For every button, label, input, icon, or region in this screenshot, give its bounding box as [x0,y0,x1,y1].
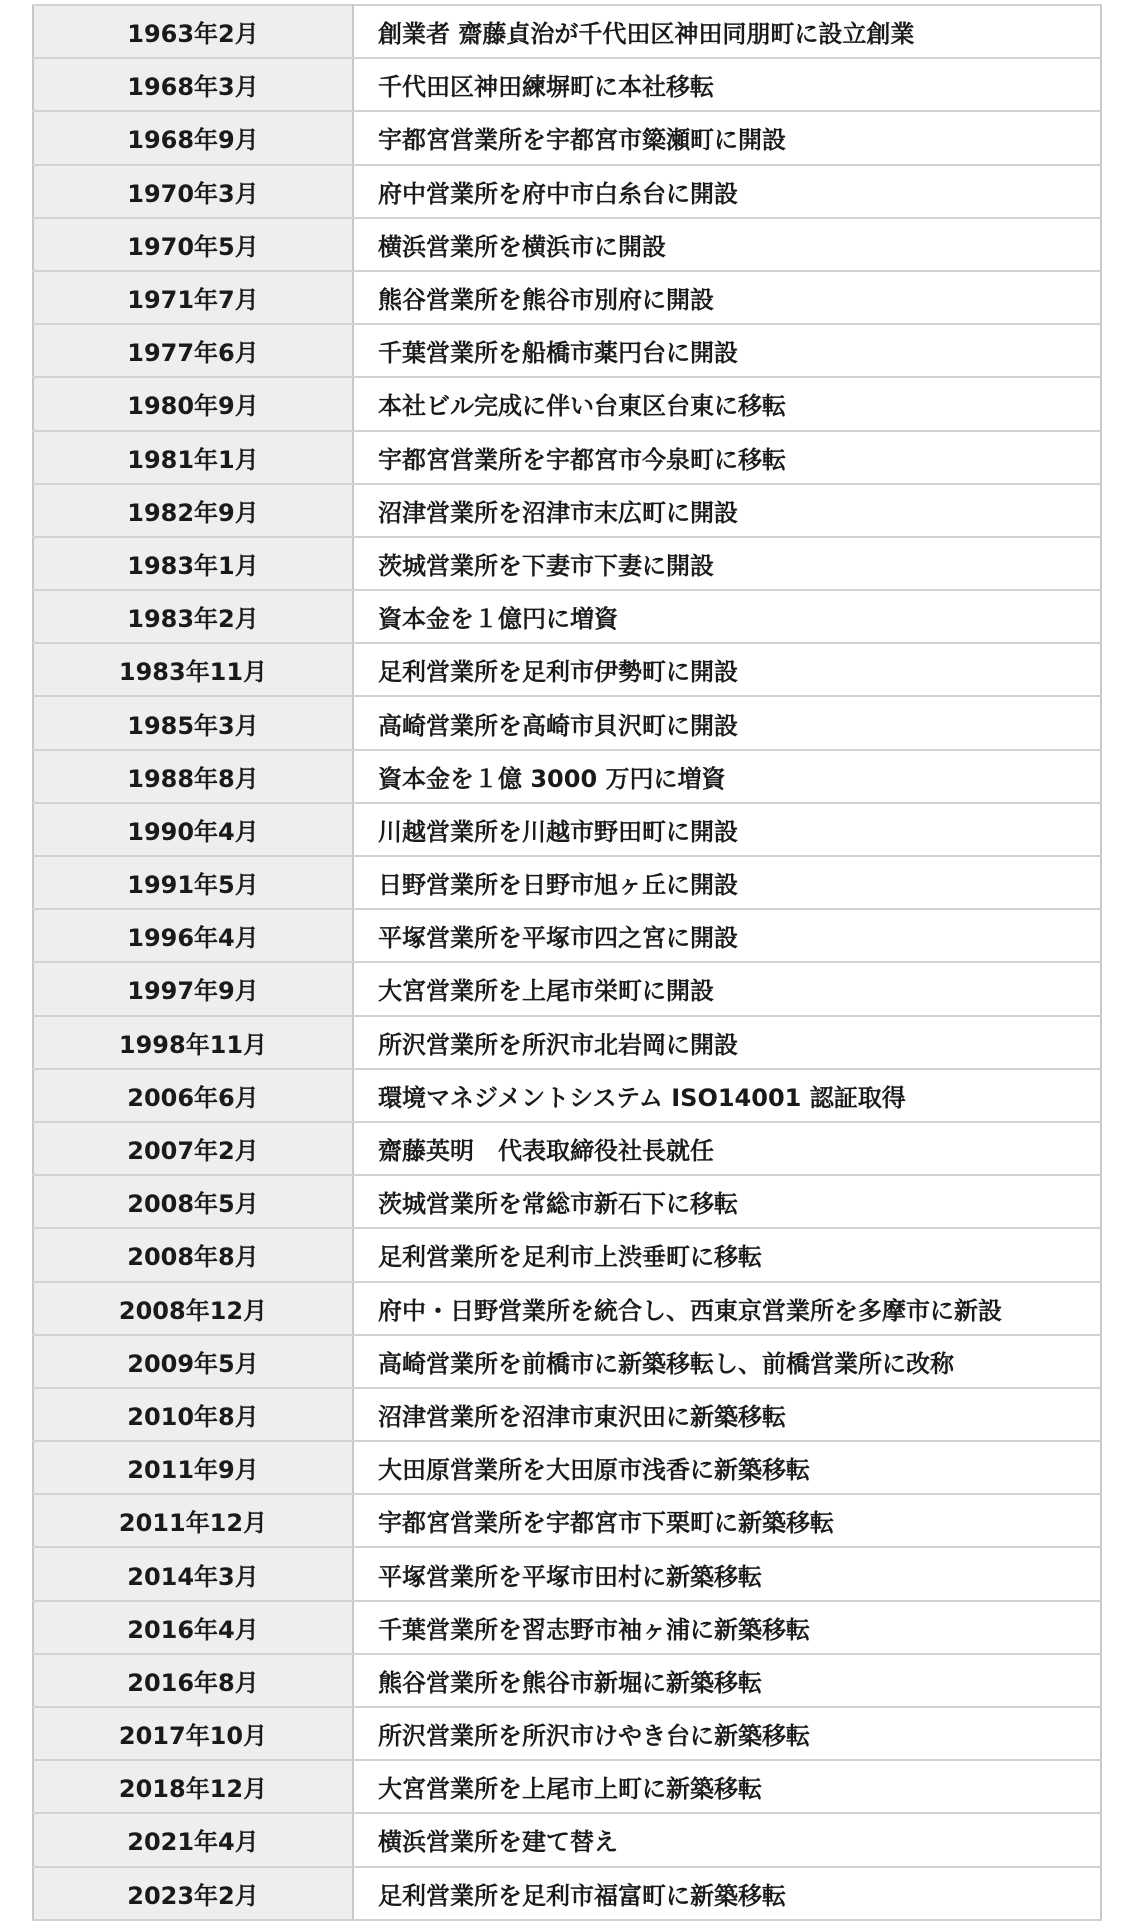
history-event: 大宮営業所を上尾市栄町に開設 [353,962,1101,1015]
history-event: 横浜営業所を建て替え [353,1813,1101,1866]
history-event: 齋藤英明 代表取締役社長就任 [353,1122,1101,1175]
history-event: 足利営業所を足利市伊勢町に開設 [353,643,1101,696]
history-event: 大田原営業所を大田原市浅香に新築移転 [353,1441,1101,1494]
history-row [33,1122,1101,1175]
history-row [33,1388,1101,1441]
history-row [33,58,1101,111]
history-row [33,1335,1101,1388]
history-event: 千葉営業所を習志野市袖ヶ浦に新築移転 [353,1601,1101,1654]
history-date: 1971年7月 [33,271,353,324]
history-event: 横浜営業所を横浜市に開設 [353,218,1101,271]
history-event: 沼津営業所を沼津市末広町に開設 [353,484,1101,537]
history-row [33,962,1101,1015]
history-date: 2014年3月 [33,1547,353,1600]
history-row [33,537,1101,590]
history-date: 1968年3月 [33,58,353,111]
history-row [33,590,1101,643]
history-row [33,1175,1101,1228]
history-date: 2016年8月 [33,1654,353,1707]
history-row [33,1494,1101,1547]
history-date: 2007年2月 [33,1122,353,1175]
history-event: 本社ビル完成に伴い台東区台東に移転 [353,377,1101,430]
history-row [33,1228,1101,1281]
history-row [33,1441,1101,1494]
history-event: 資本金を１億 3000 万円に増資 [353,750,1101,803]
history-event: 川越営業所を川越市野田町に開設 [353,803,1101,856]
history-date: 2011年9月 [33,1441,353,1494]
history-row [33,803,1101,856]
history-date: 1983年1月 [33,537,353,590]
history-date: 1970年5月 [33,218,353,271]
history-row [33,218,1101,271]
history-event: 所沢営業所を所沢市けやき台に新築移転 [353,1707,1101,1760]
history-row [33,484,1101,537]
history-date: 1988年8月 [33,750,353,803]
history-event: 高崎営業所を前橋市に新築移転し、前橋営業所に改称 [353,1335,1101,1388]
history-event: 平塚営業所を平塚市田村に新築移転 [353,1547,1101,1600]
history-row [33,271,1101,324]
history-date: 2006年6月 [33,1069,353,1122]
history-date: 2008年8月 [33,1228,353,1281]
history-event: 高崎営業所を高崎市貝沢町に開設 [353,696,1101,749]
history-date: 1981年1月 [33,431,353,484]
history-row [33,111,1101,164]
company-history-body [33,5,1101,1920]
history-date: 2008年12月 [33,1282,353,1335]
history-row [33,324,1101,377]
history-event: 所沢営業所を所沢市北岩岡に開設 [353,1016,1101,1069]
history-row [33,643,1101,696]
history-event: 宇都宮営業所を宇都宮市簗瀬町に開設 [353,111,1101,164]
history-row [33,1282,1101,1335]
history-row [33,1016,1101,1069]
history-event: 創業者 齋藤貞治が千代田区神田同朋町に設立創業 [353,5,1101,58]
history-date: 1983年11月 [33,643,353,696]
history-date: 1980年9月 [33,377,353,430]
history-date: 2016年4月 [33,1601,353,1654]
history-row [33,1813,1101,1866]
history-date: 2023年2月 [33,1867,353,1920]
history-date: 1982年9月 [33,484,353,537]
history-row [33,1867,1101,1920]
history-event: 平塚営業所を平塚市四之宮に開設 [353,909,1101,962]
history-date: 1963年2月 [33,5,353,58]
history-date: 2011年12月 [33,1494,353,1547]
history-event: 熊谷営業所を熊谷市別府に開設 [353,271,1101,324]
history-event: 茨城営業所を下妻市下妻に開設 [353,537,1101,590]
history-row [33,377,1101,430]
history-date: 1990年4月 [33,803,353,856]
history-date: 1968年9月 [33,111,353,164]
history-event: 環境マネジメントシステム ISO14001 認証取得 [353,1069,1101,1122]
history-date: 2008年5月 [33,1175,353,1228]
history-date: 1983年2月 [33,590,353,643]
history-row [33,1707,1101,1760]
history-event: 千葉営業所を船橋市薬円台に開設 [353,324,1101,377]
history-row [33,750,1101,803]
history-event: 宇都宮営業所を宇都宮市今泉町に移転 [353,431,1101,484]
history-row [33,856,1101,909]
history-row [33,165,1101,218]
history-event: 日野営業所を日野市旭ヶ丘に開設 [353,856,1101,909]
history-event: 熊谷営業所を熊谷市新堀に新築移転 [353,1654,1101,1707]
history-date: 2017年10月 [33,1707,353,1760]
history-date: 2018年12月 [33,1760,353,1813]
history-event: 足利営業所を足利市福富町に新築移転 [353,1867,1101,1920]
history-row [33,909,1101,962]
history-event: 足利営業所を足利市上渋垂町に移転 [353,1228,1101,1281]
history-date: 1977年6月 [33,324,353,377]
history-row [33,1547,1101,1600]
history-row [33,1760,1101,1813]
company-history-table [32,4,1102,1921]
history-date: 2021年4月 [33,1813,353,1866]
history-row [33,5,1101,58]
history-row [33,1601,1101,1654]
history-row [33,431,1101,484]
history-date: 2009年5月 [33,1335,353,1388]
history-event: 府中・日野営業所を統合し、西東京営業所を多摩市に新設 [353,1282,1101,1335]
history-date: 1970年3月 [33,165,353,218]
history-row [33,1654,1101,1707]
history-event: 宇都宮営業所を宇都宮市下栗町に新築移転 [353,1494,1101,1547]
history-event: 茨城営業所を常総市新石下に移転 [353,1175,1101,1228]
history-event: 千代田区神田練塀町に本社移転 [353,58,1101,111]
history-event: 資本金を１億円に増資 [353,590,1101,643]
history-row [33,1069,1101,1122]
history-event: 府中営業所を府中市白糸台に開設 [353,165,1101,218]
history-date: 1996年4月 [33,909,353,962]
history-date: 1998年11月 [33,1016,353,1069]
history-row [33,696,1101,749]
history-date: 1985年3月 [33,696,353,749]
history-event: 大宮営業所を上尾市上町に新築移転 [353,1760,1101,1813]
history-date: 1997年9月 [33,962,353,1015]
history-date: 2010年8月 [33,1388,353,1441]
history-event: 沼津営業所を沼津市東沢田に新築移転 [353,1388,1101,1441]
history-date: 1991年5月 [33,856,353,909]
